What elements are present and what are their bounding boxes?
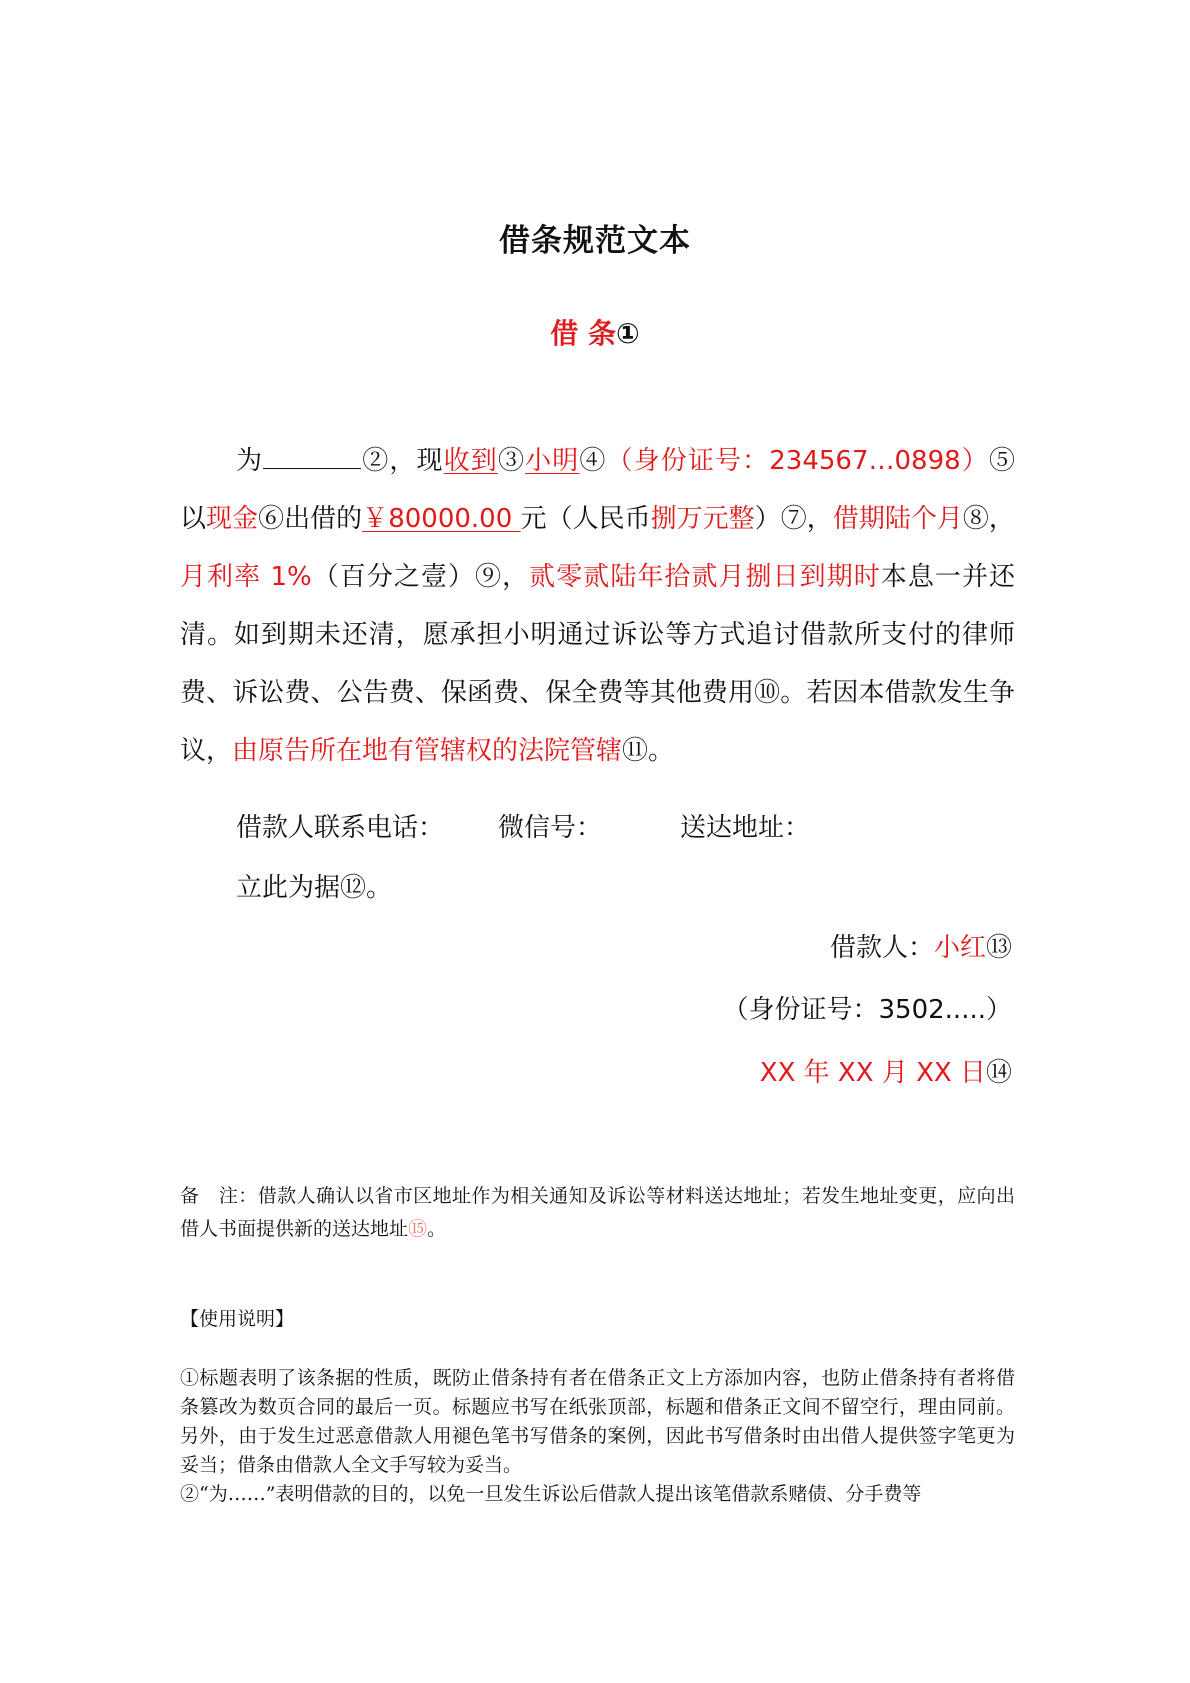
usage-note-item: ②“为……”表明借款的目的，以免一旦发生诉讼后借款人提出该笔借款系赌债、分手费等 — [180, 1483, 922, 1505]
usage-heading: 【使用说明】 — [180, 1308, 295, 1330]
footnote-marker-1: ① — [616, 317, 640, 350]
footnote-marker-10: ⑩ — [754, 678, 781, 708]
jurisdiction-clause: 由原告所在地有管辖权的法院管辖 — [232, 736, 623, 766]
footnote-marker-9: ⑨ — [475, 562, 503, 592]
address-label: 送达地址： — [680, 813, 811, 843]
remark-section — [180, 1180, 1015, 1246]
iou-body — [180, 432, 1015, 780]
interest-rate-chinese: （百分之壹） — [311, 562, 476, 592]
phone-label: 借款人联系电话： — [236, 813, 445, 843]
lender-id-number: （身份证号：234567…0898） — [606, 446, 989, 476]
text-yuan: 元（人民币 — [520, 504, 651, 534]
text-close-paren: ） — [754, 504, 781, 534]
usage-note-item: ①标题表明了该条据的性质，既防止借条持有者在借条正文上方添加内容，也防止借条持有者将借条篡改为数页合同的最后一页。标题应书写在纸张顶部，标题和借条正文间不留空行，理由同前。另外，由于发生过恶意借款人用褪色笔书写借条的案例，因此书写借条时由出借人提供签字笔更为妥当；借条由借款人全文手写较为妥当。 — [180, 1367, 1015, 1476]
text-lent: 出借的 — [284, 504, 363, 534]
footnote-marker-7: ⑦ — [780, 504, 807, 534]
footnote-marker-11: ⑪ — [622, 736, 649, 766]
footnote-marker-12: ⑫ — [340, 873, 367, 903]
iou-heading — [0, 312, 1190, 352]
received-text: 收到 — [443, 446, 498, 476]
text-comma: ， — [988, 504, 1015, 534]
interest-rate: 月利率 1% — [180, 562, 312, 592]
iou-paragraph — [180, 432, 1015, 780]
therefore-text: 立此为据 — [236, 873, 341, 903]
purpose-blank-line — [263, 448, 361, 469]
footnote-marker-2: ② — [361, 446, 390, 476]
text-period: 。 — [648, 736, 675, 766]
borrower-id: （身份证号：3502.....） — [722, 995, 1012, 1025]
footnote-marker-5: ⑤ — [988, 446, 1015, 476]
text-comma: ， — [806, 504, 833, 534]
iou-heading-text: 借 条 — [550, 317, 617, 350]
text-purpose-prefix: 为 — [236, 446, 264, 476]
footnote-marker-14: ⑭ — [985, 1058, 1012, 1088]
borrower-name: 小红 — [933, 933, 986, 963]
text-period: 。 — [427, 1218, 447, 1240]
footnote-marker-6: ⑥ — [258, 504, 285, 534]
therefore-line — [236, 868, 392, 908]
footnote-marker-15: ⑮ — [408, 1218, 428, 1240]
usage-notes — [180, 1364, 1015, 1509]
repayment-clause: 本息一并还清。如到期未还清，愿承担小明通过诉讼等方式追讨借款所支付的律师费、诉讼费、公告费、保函费、保全费等其他费用 — [180, 562, 1015, 708]
borrower-contact-row — [236, 808, 810, 848]
borrower-label: 借款人： — [829, 933, 934, 963]
text-comma: ， — [502, 562, 530, 592]
signature-date — [760, 1053, 1012, 1093]
dispute-clause: 。若因本借款发生争议， — [180, 678, 1015, 766]
remark-label: 备 注： — [180, 1185, 258, 1207]
text-period: 。 — [366, 873, 393, 903]
loan-term: 借期陆个月 — [832, 504, 963, 534]
remark-text: 借款人确认以省市区地址作为相关通知及诉讼等材料送达地址；若发生地址变更，应向出借人书面提供新的送达地址 — [180, 1185, 1015, 1240]
payment-method: 现金 — [206, 504, 259, 534]
date-text: XX 年 XX 月 XX 日 — [759, 1058, 986, 1088]
due-date: 贰零贰陆年拾贰月捌日到期时 — [529, 562, 881, 592]
footnote-marker-8: ⑧ — [962, 504, 989, 534]
footnote-marker-4: ④ — [579, 446, 607, 476]
footnote-marker-13: ⑬ — [985, 933, 1012, 963]
document-title: 借条规范文本 — [499, 223, 691, 259]
loan-amount-chinese: 捌万元整 — [650, 504, 755, 534]
lender-name: 小明 — [525, 446, 580, 476]
loan-amount: ￥80000.00 — [362, 504, 521, 534]
text-now: ，现 — [389, 446, 444, 476]
footnote-marker-3: ③ — [497, 446, 526, 476]
wechat-label: 微信号： — [498, 813, 603, 843]
text-by: 以 — [180, 504, 207, 534]
borrower-signature — [830, 928, 1012, 968]
